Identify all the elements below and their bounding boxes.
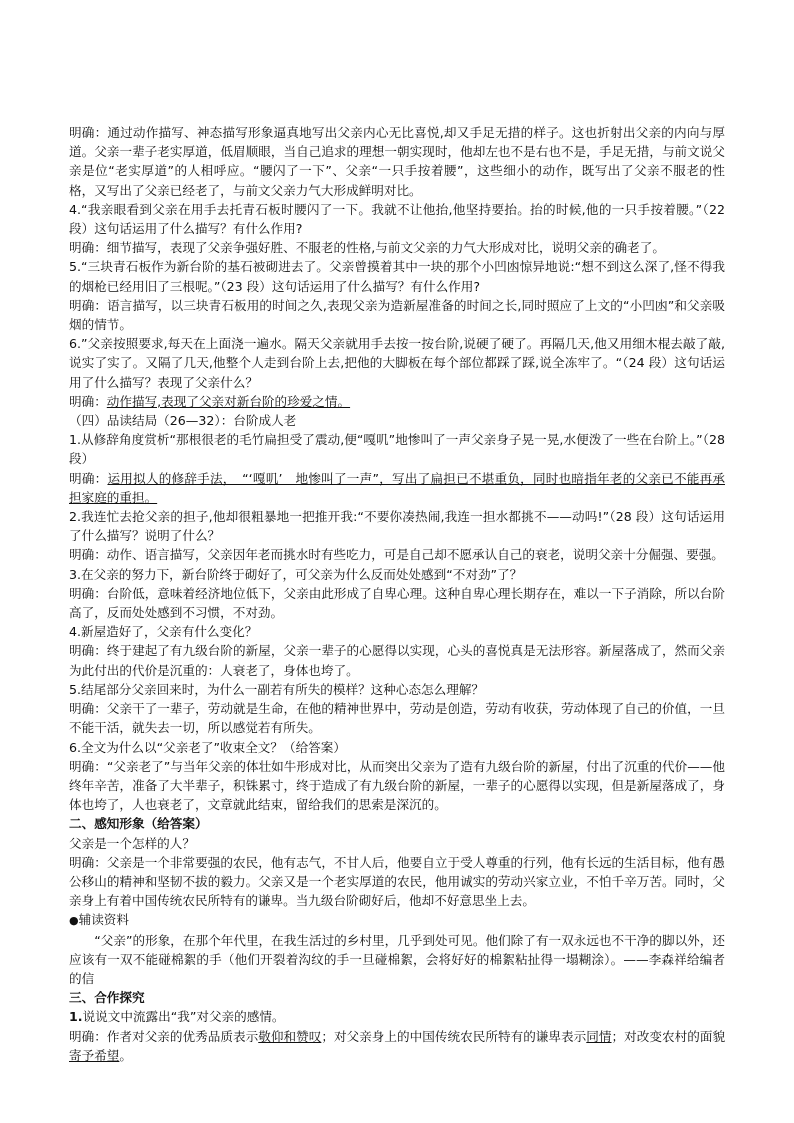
question-6: 6.”父亲按照要求,每天在上面浇一遍水。隔天父亲就用手去按一按台阶,说硬了硬了。再隔几天,他又用细木棍去敲了敲,说实了实了。又隔了几天,他整个人走到台阶上去,把他的大脚板在每个部位都踩了踩,说全冻牢了。“（24 段）这句话运用了什么描写？表现了父亲什么？: [69, 336, 725, 390]
answer-s4-2: 明确：动作、语言描写，父亲因年老而挑水时有些吃力，可是自己却不愿承认自己的衰老，说明父亲十分倔强、要强。: [69, 547, 724, 563]
question-4: 4.“我亲眼看到父亲在用手去托青石板时腰闪了一下。我就不让他抬,他坚持要抬。抬的时候,他的一只手按着腰。”（22 段）这句话运用了什么描写？有什么作用?: [69, 201, 725, 237]
answer-s4-6: 明确：“父亲老了”与当年父亲的体壮如牛形成对比，从而突出父亲为了造有九级台阶的新屋，付出了沉重的代价——他终年辛苦，准备了大半辈子，积铢累寸，终于造成了有九级台阶的新屋，一辈子的心愿得以实现，但是新屋落成了，身体也垮了，人也衰老了，文章就此结束，留给我们的思索是深沉的。: [69, 758, 725, 813]
answer-text: 。: [119, 1047, 132, 1063]
answer-text: ；对父亲身上的中国传统农民所特有的谦卑表示: [321, 1028, 587, 1044]
section-heading-4: （四）品读结局（26—32）：台阶成人老: [69, 413, 297, 429]
answer-s4-1: [69, 469, 725, 507]
answer-underlined: 同情: [586, 1028, 612, 1044]
answer-label: 明确：: [69, 393, 107, 409]
answer-underlined: 运用拟人的修辞手法， “‘嘎叽’ 地惨叫了一声”，写出了扁担已不堪重负，同时也暗指年老的父亲已不能再承担家庭的重担。: [69, 470, 725, 505]
answer-character: 明确：父亲是一个非常要强的农民，他有志气，不甘人后，他要自立于受人尊重的行列，他有长远的生活目标，他有愚公移山的精神和坚韧不拔的毅力。父亲又是一个老实厚道的农民，他用诚实的劳动兴家立业，不怕千辛万苦。同时，父亲身上有着中国传统农民所特有的谦卑。当九级台阶砌好后，他却不好意思坐上去。: [69, 854, 725, 909]
answer-label: 明确：: [69, 470, 108, 486]
supplement-label: 辅读资料: [78, 912, 129, 928]
bullet-icon: ●: [69, 914, 79, 928]
answer-5: 明确：语言描写，以三块青石板用的时间之久,表现父亲为造新屋准备的时间之长,同时照应了上文的“小凹凼”和父亲吸烟的情节。: [69, 297, 725, 333]
answer-underlined: 动作描写,表现了父亲对新台阶的珍爱之情。: [106, 393, 351, 409]
answer-text: 明确：作者对父亲的优秀品质表示: [69, 1028, 259, 1044]
question-character: 父亲是一个怎样的人？: [69, 835, 195, 851]
question-s4-5: 5.结尾部分父亲回来时，为什么一副若有所失的模样？这种心态怎么理解？: [69, 681, 485, 697]
question-s4-3: 3.在父亲的努力下，新台阶终于砌好了，可父亲为什么反而处处感到“不对劲”了？: [69, 566, 523, 582]
question-s3-1: [69, 1007, 725, 1026]
answer-text: ；对改变农村的面貌: [611, 1028, 726, 1044]
question-5: 5.“三块青石板作为新台阶的基石被砌进去了。父亲曾摸着其中一块的那个小凹凼惊异地说:“想不到这么深了,怪不得我的烟枪已经用旧了三根呢。”（23 段）这句话运用了什么描写？有什么作用?: [69, 259, 725, 294]
supplement-heading: [69, 910, 725, 930]
answer-s3-1: [69, 1027, 725, 1065]
question-s4-2: 2.我连忙去抢父亲的担子,他却很粗暴地一把推开我:“不要你凑热闹,我连一担水都挑不——动吗!”（28 段）这句话运用了什么描写？说明了什么？: [69, 509, 725, 544]
answer-4: 明确：细节描写，表现了父亲争强好胜、不服老的性格,与前文父亲的力气大形成对比，说明父亲的确老了。: [69, 240, 665, 256]
section-heading-3: 三、合作探究: [69, 990, 145, 1006]
answer-s4-4: 明确：终于建起了有九级台阶的新屋，父亲一辈子的心愿得以实现，心头的喜悦真是无法形容。新屋落成了，然而父亲为此付出的代价是沉重的：人衰老了，身体也垮了。: [69, 643, 725, 678]
section-heading-2: 二、感知形象（给答案）: [69, 816, 208, 832]
answer-s4-5: 明确：父亲干了一辈子，劳动就是生命，在他的精神世界中，劳动是创造，劳动有收获，劳动体现了自己的价值，一旦不能干活，就失去一切，所以感觉若有所失。: [69, 701, 725, 736]
answer-s4-3: 明确：台阶低，意味着经济地位低下，父亲由此形成了自卑心理。这种自卑心理长期存在，难以一下子消除，所以台阶高了，反而处处感到不习惯，不对劲。: [69, 585, 725, 621]
question-number: 1.: [69, 1009, 83, 1025]
answer-underlined: 敬仰和赞叹: [258, 1028, 322, 1044]
answer-underlined: 寄予希望: [69, 1047, 120, 1063]
document-page: [69, 123, 725, 1065]
question-text: 说说文中流露出“我”对父亲的感情。: [82, 1009, 285, 1025]
question-s4-1: 1.从修辞角度赏析“那根很老的毛竹扁担受了震动,便“嘎叽”地惨叫了一声父亲身子晃一晃,水便泼了一些在台阶上。”（28 段）: [69, 432, 725, 467]
question-s4-4: 4.新屋造好了，父亲有什么变化？: [69, 624, 258, 640]
supplement-quote: “父亲”的形象，在那个年代里，在我生活过的乡村里，几乎到处可见。他们除了有一双永远也不干净的脚以外，还应该有一双不能碰棉絮的手（他们开裂着沟纹的手一旦碰棉絮，会将好好的棉絮粘扯得一塌糊涂）。——李森祥给编者的信: [69, 932, 725, 986]
answer-paragraph: 明确：通过动作描写、神态描写形象逼真地写出父亲内心无比喜悦,却又手足无措的样子。这也折射出父亲的内向与厚道。父亲一辈子老实厚道，低眉顺眼，当自己追求的理想一朝实现时，他却左也不是右也不是，手足无措，与前文说父亲是位“老实厚道”的人相呼应。“腰闪了一下”、父亲“一只手按着腰”，这些细小的动作，既写出了父亲不服老的性格，又写出了父亲已经老了，与前文父亲力气大形成鲜明对比。: [69, 125, 725, 198]
answer-6: [69, 392, 725, 411]
question-s4-6: 6.全文为什么以“父亲老了”收束全文？（给答案）: [69, 739, 346, 755]
